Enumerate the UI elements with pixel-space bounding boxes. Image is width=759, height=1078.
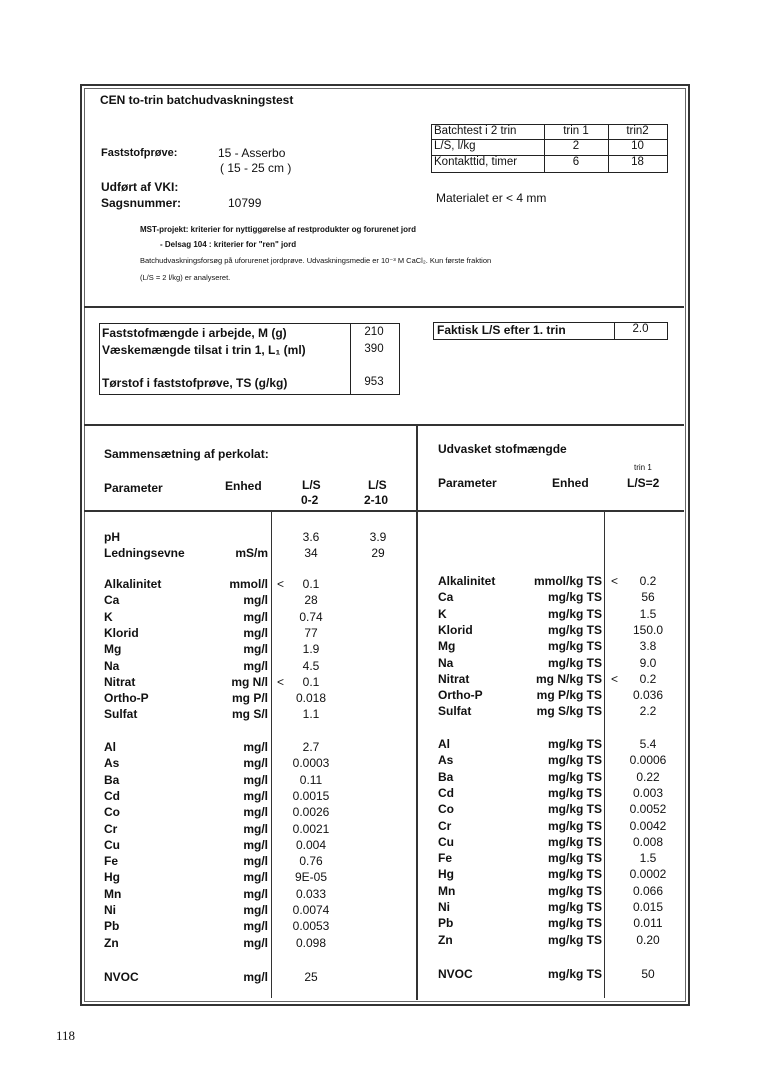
left-value-ls1: 0.0015: [292, 788, 330, 803]
left-value-ls1: 77: [304, 625, 318, 640]
left-col-unit: Enhed: [225, 479, 262, 493]
left-unit: mg/l: [243, 609, 268, 624]
left-param: Mn: [104, 886, 122, 901]
page-title: CEN to-trin batchudvaskningstest: [100, 93, 294, 107]
right-value: 9.0: [639, 655, 657, 670]
right-unit: mg S/kg TS: [536, 704, 602, 719]
faktisk-box: [433, 322, 668, 340]
left-param: Sulfat: [104, 707, 138, 722]
right-unit: mg/kg TS: [547, 622, 602, 637]
right-param: Zn: [438, 932, 453, 947]
divider-1: [84, 306, 684, 308]
right-param: Ortho-P: [438, 688, 483, 703]
right-param: As: [438, 753, 454, 768]
batch-kontakt-label: Kontakttid, timer: [434, 156, 518, 168]
left-param: Zn: [104, 935, 119, 950]
left-param: Alkalinitet: [104, 577, 162, 591]
left-unit: mg/l: [243, 821, 268, 836]
left-value-ls1: 0.74: [299, 609, 323, 624]
right-unit: mg/kg TS: [547, 769, 602, 784]
right-param: Cd: [438, 785, 454, 800]
right-value: 0.2: [639, 671, 657, 686]
left-value-ls1: 4.5: [302, 658, 320, 673]
right-param: K: [438, 606, 447, 621]
left-unit-divider: [271, 512, 272, 998]
left-value-ls1: 1.9: [302, 642, 320, 657]
right-unit: mg N/kg TS: [535, 671, 602, 686]
right-unit: mg/kg TS: [547, 867, 602, 882]
left-value-ls1: 0.0074: [292, 903, 330, 917]
right-value: 0.0042: [629, 818, 667, 833]
right-value: 0.036: [632, 688, 664, 703]
left-value-ls1: 0.0021: [292, 821, 330, 836]
right-value: 1.5: [639, 606, 657, 621]
right-col-unit: Enhed: [552, 476, 589, 490]
batch-kontakt-trin2: 18: [631, 156, 644, 168]
left-param: Hg: [104, 870, 120, 885]
project-line-4: (L/S = 2 l/kg) er analyseret.: [140, 273, 231, 282]
right-param: Mn: [438, 883, 456, 898]
batch-table: [431, 124, 668, 173]
mass-ts-value: 953: [364, 376, 384, 388]
left-value-ls1: 28: [304, 593, 318, 608]
batch-ls-trin1: 2: [572, 140, 580, 152]
left-param: Mg: [104, 642, 122, 657]
right-unit: mg/kg TS: [547, 900, 602, 914]
right-unit: mg/kg TS: [547, 932, 602, 947]
left-unit: mg/l: [243, 756, 268, 771]
right-param: NVOC: [438, 967, 473, 981]
batch-header-label: Batchtest i 2 trin: [434, 125, 517, 137]
right-unit: mg/kg TS: [547, 639, 602, 654]
right-unit: mg/kg TS: [547, 967, 602, 981]
left-value-ls1: 0.1: [302, 577, 320, 591]
right-value: 1.5: [639, 851, 657, 866]
right-unit: mg/kg TS: [547, 655, 602, 670]
left-param: Ni: [104, 903, 116, 917]
right-value: 5.4: [639, 737, 657, 751]
left-unit: mg/l: [243, 903, 268, 917]
left-qualifier: <: [277, 577, 285, 591]
right-value: 0.0002: [629, 867, 667, 882]
batch-header-trin1: trin 1: [563, 125, 589, 137]
left-unit: mg N/l: [231, 674, 268, 689]
left-param: Co: [104, 805, 120, 820]
left-param: NVOC: [104, 970, 139, 984]
sample-label: Faststofprøve:: [101, 147, 178, 159]
right-param: Klorid: [438, 622, 473, 637]
material-note: Materialet er < 4 mm: [436, 191, 547, 205]
left-value-ls1: 0.76: [299, 854, 323, 869]
sample-value: 15 - Asserbo: [218, 146, 286, 160]
left-table-title: Sammensætning af perkolat:: [104, 447, 269, 461]
mass-l-value: 390: [364, 343, 384, 355]
divider-2: [84, 424, 684, 426]
mass-l-label: Væskemængde tilsat i trin 1, L₁ (ml): [102, 343, 306, 357]
batch-kontakt-trin1: 6: [572, 156, 580, 168]
left-param: Ortho-P: [104, 691, 149, 706]
left-unit: mg/l: [243, 919, 268, 934]
right-value: 0.008: [632, 834, 664, 849]
faktisk-value: 2.0: [632, 323, 649, 335]
right-value: 150.0: [632, 622, 664, 637]
right-unit: mg/kg TS: [547, 834, 602, 849]
left-param: Nitrat: [104, 674, 136, 689]
mass-box: [99, 323, 400, 395]
left-unit: mg/l: [243, 740, 268, 754]
right-param: Ba: [438, 769, 454, 784]
right-value: 0.066: [632, 883, 664, 898]
right-param: Al: [438, 737, 450, 751]
right-value: 0.015: [632, 900, 664, 914]
page-number: 118: [56, 1028, 76, 1043]
right-unit: mg/kg TS: [547, 737, 602, 751]
left-param: pH: [104, 530, 120, 544]
left-value-ls1: 2.7: [302, 740, 320, 754]
left-param: Cr: [104, 821, 118, 836]
right-param: Cu: [438, 834, 454, 849]
right-unit: mg/kg TS: [547, 785, 602, 800]
right-param: Ca: [438, 590, 454, 605]
left-unit: mmol/l: [229, 577, 268, 591]
left-value-ls1: 0.004: [295, 837, 327, 852]
left-unit: mg/l: [243, 788, 268, 803]
left-value-ls1: 3.6: [302, 530, 320, 544]
left-param: Ledningsevne: [104, 546, 185, 561]
right-qualifier: <: [611, 574, 619, 588]
left-col-ls1-sub: 0-2: [301, 493, 319, 507]
right-param: Co: [438, 802, 454, 817]
right-unit: mg/kg TS: [547, 818, 602, 833]
right-param: Fe: [438, 851, 453, 866]
left-unit: mg P/l: [231, 691, 268, 706]
right-unit: mg P/kg TS: [536, 688, 602, 703]
sample-depth: ( 15 - 25 cm ): [220, 161, 292, 175]
left-unit: mg/l: [243, 970, 268, 984]
left-param: Pb: [104, 919, 120, 934]
mass-m-label: Faststofmængde i arbejde, M (g): [102, 326, 287, 340]
left-param: Klorid: [104, 625, 139, 640]
right-param: Cr: [438, 818, 452, 833]
right-value: 0.011: [633, 916, 663, 931]
left-unit: mg/l: [243, 935, 268, 950]
left-unit: mg/l: [243, 837, 268, 852]
right-unit: mg/kg TS: [547, 753, 602, 768]
right-unit: mg/kg TS: [547, 606, 602, 621]
project-line-2: - Delsag 104 : kriterier for "ren" jord: [160, 240, 297, 249]
left-unit: mS/m: [235, 546, 268, 561]
sag-value: 10799: [228, 196, 262, 210]
left-col-param: Parameter: [104, 481, 163, 495]
left-unit: mg/l: [243, 870, 268, 885]
left-unit: mg/l: [243, 658, 268, 673]
project-line-3: Batchudvaskningsforsøg på uforurenet jordprøve. Udvaskningsmedie er 10⁻³ M CaCl₂. Kun første fraktion: [140, 256, 492, 265]
left-value-ls1: 0.0003: [292, 756, 330, 771]
right-param: Ni: [438, 900, 450, 914]
batch-header-trin2: trin2: [626, 125, 649, 137]
left-value-ls1: 34: [304, 546, 318, 561]
left-unit: mg/l: [243, 593, 268, 608]
batch-ls-trin2: 10: [631, 140, 644, 152]
project-line-1: MST-projekt: kriterier for nyttiggørelse af restprodukter og forurenet jord: [140, 225, 417, 234]
right-param: Hg: [438, 867, 454, 882]
left-unit: mg S/l: [231, 707, 268, 722]
left-param: Al: [104, 740, 116, 754]
table-header-divider: [84, 510, 684, 512]
right-param: Sulfat: [438, 704, 472, 719]
right-col-trin: trin 1: [634, 463, 652, 472]
left-unit: mg/l: [243, 772, 268, 787]
right-param: Mg: [438, 639, 456, 654]
left-unit: mg/l: [243, 805, 268, 820]
right-col-param: Parameter: [438, 476, 497, 490]
left-param: Ca: [104, 593, 120, 608]
right-unit: mmol/kg TS: [533, 574, 602, 588]
right-value: 0.0052: [629, 802, 667, 817]
left-qualifier: <: [277, 674, 285, 689]
right-param: Na: [438, 655, 454, 670]
right-value: 3.8: [639, 639, 657, 654]
left-value-ls1: 0.0053: [292, 919, 330, 934]
mass-m-value: 210: [364, 326, 384, 338]
mass-ts-label: Tørstof i faststofprøve, TS (g/kg): [102, 376, 288, 390]
faktisk-label: Faktisk L/S efter 1. trin: [437, 323, 566, 337]
left-col-ls1: L/S: [302, 478, 321, 492]
left-value-ls1: 0.098: [295, 935, 327, 950]
right-unit: mg/kg TS: [547, 916, 602, 931]
left-unit: mg/l: [243, 642, 268, 657]
right-unit: mg/kg TS: [547, 802, 602, 817]
left-unit: mg/l: [243, 625, 268, 640]
left-param: Na: [104, 658, 120, 673]
batch-ls-label: L/S, l/kg: [434, 140, 476, 152]
left-col-ls2-sub: 2-10: [364, 493, 389, 507]
right-value: 0.0006: [629, 753, 667, 768]
right-value: 56: [641, 590, 655, 605]
right-unit: mg/kg TS: [547, 851, 602, 866]
left-unit: mg/l: [243, 886, 268, 901]
left-value-ls1: 0.11: [299, 772, 323, 787]
left-param: Ba: [104, 772, 120, 787]
right-unit: mg/kg TS: [547, 883, 602, 898]
left-unit: mg/l: [243, 854, 268, 869]
right-value: 0.003: [632, 785, 664, 800]
right-unit: mg/kg TS: [547, 590, 602, 605]
sag-label: Sagsnummer:: [101, 196, 182, 210]
left-value-ls1: 0.018: [295, 691, 327, 706]
left-col-ls2: L/S: [368, 478, 387, 492]
right-table-title: Udvasket stofmængde: [438, 442, 567, 456]
left-value-ls1: 1.1: [302, 707, 320, 722]
left-value-ls1: 0.0026: [292, 805, 330, 820]
left-value-ls2: 3.9: [369, 530, 387, 544]
udfoert-label: Udført af VKI:: [101, 180, 179, 194]
right-qualifier: <: [611, 671, 619, 686]
right-value: 0.2: [639, 574, 657, 588]
right-param: Alkalinitet: [438, 574, 496, 588]
left-value-ls1: 25: [304, 970, 318, 984]
left-value-ls1: 0.1: [302, 674, 320, 689]
left-value-ls1: 0.033: [295, 886, 327, 901]
left-param: As: [104, 756, 120, 771]
left-param: K: [104, 609, 113, 624]
right-param: Pb: [438, 916, 454, 931]
right-value: 0.22: [636, 769, 660, 784]
right-value: 2.2: [639, 704, 657, 719]
left-value-ls1: 9E-05: [294, 870, 328, 885]
right-param: Nitrat: [438, 671, 470, 686]
right-value: 0.20: [636, 932, 660, 947]
left-param: Cu: [104, 837, 120, 852]
right-value: 50: [641, 967, 655, 981]
left-value-ls2: 29: [371, 546, 385, 561]
right-col-ls: L/S=2: [627, 476, 660, 490]
left-param: Cd: [104, 788, 120, 803]
left-param: Fe: [104, 854, 119, 869]
right-unit-divider: [604, 512, 605, 998]
